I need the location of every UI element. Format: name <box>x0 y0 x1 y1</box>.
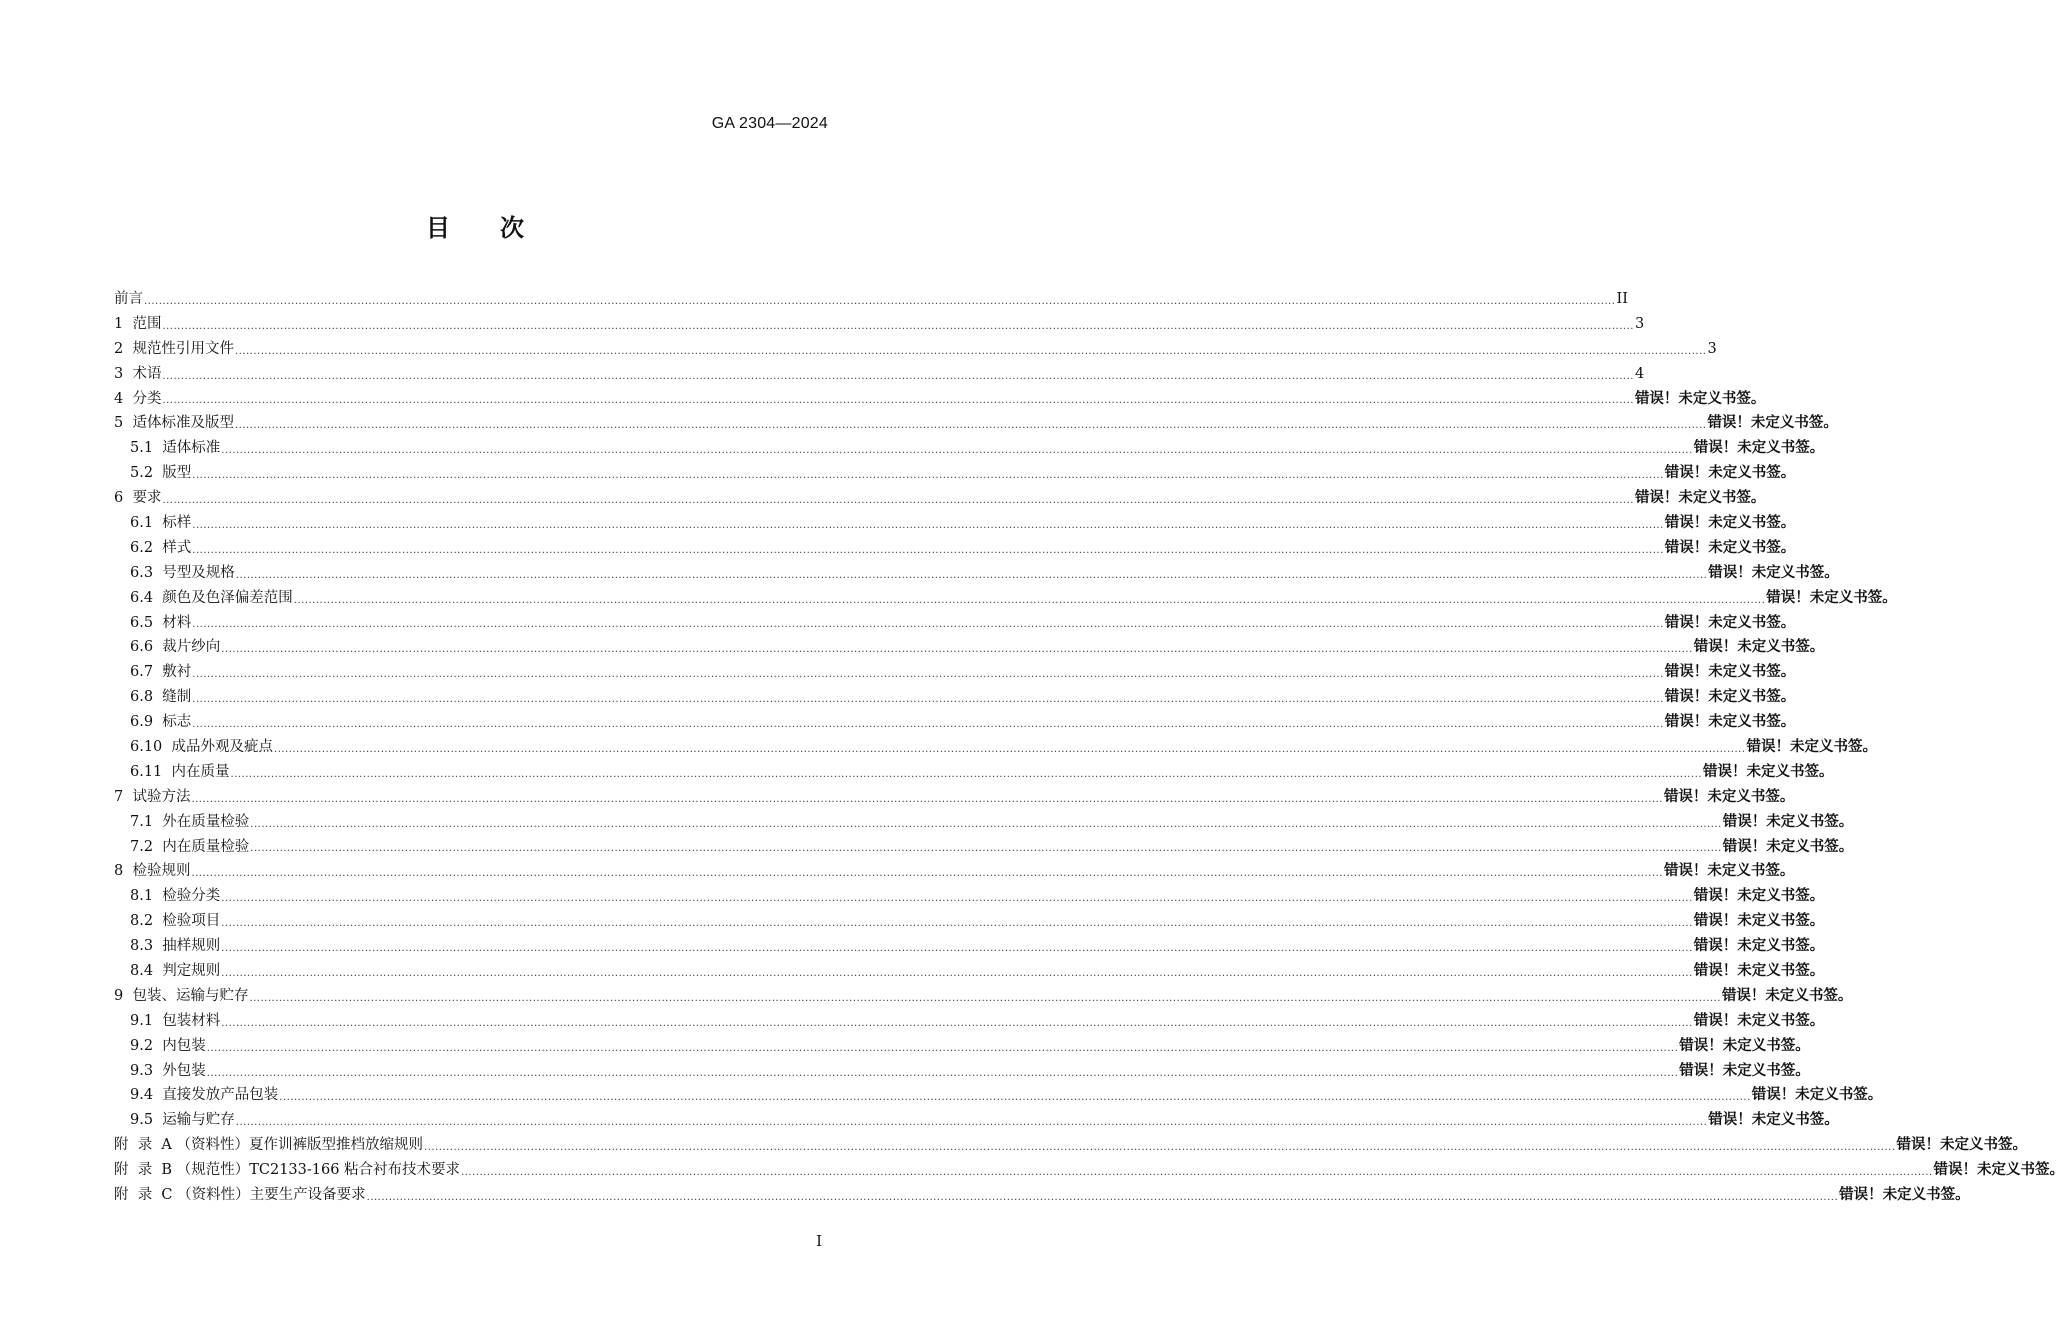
toc-title-char-1: 目 <box>426 214 450 242</box>
toc-entry-page: 错误！未定义书签。 <box>1663 788 1795 805</box>
toc-entry-label: 6.11 内在质量 <box>130 763 230 780</box>
toc-entry-page: 错误！未定义书签。 <box>1751 1087 1883 1104</box>
toc-entry[interactable] <box>114 387 1766 412</box>
toc-entry[interactable] <box>114 785 1795 810</box>
toc-leader-dots: ................................................................................................................................................................................................................................................................................................................................................................................................................ <box>221 1017 1693 1029</box>
toc-entry[interactable] <box>114 511 1796 536</box>
toc-entry-page: 3 <box>1707 340 1717 357</box>
toc-entry[interactable] <box>114 362 1645 387</box>
toc-entry[interactable] <box>114 586 1897 611</box>
toc-entry[interactable] <box>114 1133 2027 1158</box>
toc-title-char-2: 次 <box>500 214 524 242</box>
toc-entry[interactable] <box>114 1009 1825 1034</box>
toc-entry-label: 7.2 内在质量检验 <box>130 838 250 855</box>
toc-entry-page: 错误！未定义书签。 <box>1664 689 1796 706</box>
toc-entry[interactable] <box>114 1108 1839 1133</box>
toc-entry[interactable] <box>114 611 1796 636</box>
toc-entry-label: 附 录 A （资料性）夏作训裤版型推档放缩规则 <box>114 1137 424 1154</box>
toc-leader-dots: ................................................................................................................................................................................................................................................................................................................................................................................................................ <box>234 345 1707 357</box>
toc-entry[interactable] <box>114 810 1854 835</box>
toc-entry-label: 8.4 判定规则 <box>130 963 221 980</box>
toc-entry-label: 6.6 裁片纱向 <box>130 639 221 656</box>
toc-entry-page: 错误！未定义书签。 <box>1664 515 1796 531</box>
toc-entry[interactable] <box>114 1158 2064 1183</box>
toc-entry[interactable] <box>114 536 1796 561</box>
page-number: I <box>816 1232 822 1250</box>
toc-leader-dots: ................................................................................................................................................................................................................................................................................................................................................................................................................ <box>293 594 1766 606</box>
toc-leader-dots: ................................................................................................................................................................................................................................................................................................................................................................................................................ <box>221 893 1693 905</box>
toc-entry[interactable] <box>114 660 1796 685</box>
toc-leader-dots: ................................................................................................................................................................................................................................................................................................................................................................................................................ <box>230 768 1702 780</box>
toc-title <box>0 208 950 243</box>
toc-entry[interactable] <box>114 1183 1970 1208</box>
toc-entry-label: 9.5 运输与贮存 <box>130 1112 235 1129</box>
toc-leader-dots: ................................................................................................................................................................................................................................................................................................................................................................................................................ <box>162 395 1634 407</box>
toc-entry-page: 错误！未定义书签。 <box>1746 739 1877 756</box>
toc-leader-dots: ................................................................................................................................................................................................................................................................................................................................................................................................................ <box>192 619 1664 631</box>
toc-entry[interactable] <box>114 337 1717 362</box>
toc-entry-label: 9.3 外包装 <box>130 1062 206 1079</box>
toc-entry-label: 附 录 C （资料性）主要生产设备要求 <box>114 1187 366 1204</box>
toc-entry-label: 9.2 内包装 <box>130 1037 206 1054</box>
toc-entry-label: 7.1 外在质量检验 <box>130 813 250 830</box>
toc-leader-dots: ................................................................................................................................................................................................................................................................................................................................................................................................................ <box>249 992 1721 1004</box>
toc-leader-dots: ................................................................................................................................................................................................................................................................................................................................................................................................................ <box>424 1142 1896 1154</box>
toc-entry-label: 5.2 版型 <box>130 465 192 482</box>
toc-entry[interactable] <box>114 710 1796 735</box>
toc-entry-page: 错误！未定义书签。 <box>1693 1012 1825 1029</box>
toc-leader-dots: ................................................................................................................................................................................................................................................................................................................................................................................................................ <box>162 495 1634 507</box>
toc-entry[interactable] <box>114 287 1628 312</box>
toc-entry-label: 2 规范性引用文件 <box>114 340 234 357</box>
toc-leader-dots: ................................................................................................................................................................................................................................................................................................................................................................................................................ <box>221 943 1693 955</box>
toc-leader-dots: ................................................................................................................................................................................................................................................................................................................................................................................................................ <box>192 694 1664 706</box>
toc-leader-dots: ................................................................................................................................................................................................................................................................................................................................................................................................................ <box>192 544 1664 556</box>
table-of-contents <box>114 287 2064 1208</box>
toc-entry-page: 错误！未定义书签。 <box>1708 1112 1839 1129</box>
toc-entry-page: 错误！未定义书签。 <box>1634 390 1766 407</box>
toc-entry-label: 8 检验规则 <box>114 863 191 880</box>
toc-entry-page: 错误！未定义书签。 <box>1664 614 1796 631</box>
toc-entry-label: 6.2 样式 <box>130 539 192 556</box>
toc-entry[interactable] <box>114 635 1825 660</box>
toc-entry-page: 错误！未定义书签。 <box>1896 1137 2027 1154</box>
toc-entry-page: 错误！未定义书签。 <box>1839 1187 1970 1204</box>
toc-entry-label: 9.1 包装材料 <box>130 1012 221 1029</box>
toc-entry-page: 错误！未定义书签。 <box>1693 963 1825 980</box>
toc-entry-page: 4 <box>1634 365 1645 382</box>
toc-entry-label: 5.1 适体标准 <box>130 440 221 457</box>
toc-leader-dots: ................................................................................................................................................................................................................................................................................................................................................................................................................ <box>235 1117 1708 1129</box>
toc-entry-label: 8.1 检验分类 <box>130 888 221 905</box>
toc-leader-dots: ................................................................................................................................................................................................................................................................................................................................................................................................................ <box>221 644 1693 656</box>
toc-leader-dots: ................................................................................................................................................................................................................................................................................................................................................................................................................ <box>250 818 1722 830</box>
toc-entry-page: 错误！未定义书签。 <box>1708 564 1839 581</box>
toc-entry-page: 错误！未定义书签。 <box>1707 415 1838 432</box>
toc-entry-page: 错误！未定义书签。 <box>1933 1162 2064 1179</box>
toc-entry-label: 6.5 材料 <box>130 614 192 631</box>
toc-entry[interactable] <box>114 735 1877 760</box>
toc-entry-label: 8.2 检验项目 <box>130 913 221 930</box>
toc-leader-dots: ................................................................................................................................................................................................................................................................................................................................................................................................................ <box>206 1067 1679 1079</box>
toc-leader-dots: ................................................................................................................................................................................................................................................................................................................................................................................................................ <box>192 669 1664 681</box>
toc-entry[interactable] <box>114 436 1825 461</box>
toc-entry-page: 错误！未定义书签。 <box>1664 539 1796 556</box>
toc-entry-label: 6.10 成品外观及疵点 <box>130 739 274 756</box>
toc-entry-page: 错误！未定义书签。 <box>1664 465 1796 482</box>
toc-entry-page: 错误！未定义书签。 <box>1722 813 1854 830</box>
toc-entry-page: 错误！未定义书签。 <box>1766 589 1897 606</box>
toc-entry-page: 错误！未定义书签。 <box>1679 1037 1810 1054</box>
toc-leader-dots: ................................................................................................................................................................................................................................................................................................................................................................................................................ <box>366 1191 1839 1203</box>
toc-entry-label: 6.9 标志 <box>130 714 192 731</box>
toc-leader-dots: ................................................................................................................................................................................................................................................................................................................................................................................................................ <box>221 967 1693 979</box>
toc-entry-label: 9.4 直接发放产品包装 <box>130 1087 279 1104</box>
toc-entry-page: 错误！未定义书签。 <box>1693 888 1825 905</box>
toc-leader-dots: ................................................................................................................................................................................................................................................................................................................................................................................................................ <box>192 470 1664 482</box>
toc-entry-page: 错误！未定义书签。 <box>1693 913 1825 930</box>
toc-leader-dots: ................................................................................................................................................................................................................................................................................................................................................................................................................ <box>162 320 1634 332</box>
toc-entry-label: 5 适体标准及版型 <box>114 415 234 432</box>
toc-entry[interactable] <box>114 312 1645 337</box>
toc-entry-label: 9 包装、运输与贮存 <box>114 987 249 1004</box>
toc-entry-page: 错误！未定义书签。 <box>1664 714 1796 731</box>
toc-leader-dots: ................................................................................................................................................................................................................................................................................................................................................................................................................ <box>162 370 1634 382</box>
toc-leader-dots: ................................................................................................................................................................................................................................................................................................................................................................................................................ <box>221 445 1693 457</box>
toc-entry-page: 错误！未定义书签。 <box>1722 838 1854 855</box>
toc-entry[interactable] <box>114 835 1854 860</box>
toc-entry-page: 错误！未定义书签。 <box>1663 863 1795 880</box>
toc-entry[interactable] <box>114 685 1796 710</box>
toc-entry[interactable] <box>114 859 1795 884</box>
toc-entry[interactable] <box>114 1059 1810 1084</box>
toc-leader-dots: ................................................................................................................................................................................................................................................................................................................................................................................................................ <box>279 1092 1751 1104</box>
toc-entry-label: 3 术语 <box>114 365 162 382</box>
toc-entry[interactable] <box>114 461 1796 486</box>
toc-entry[interactable] <box>114 934 1825 959</box>
toc-entry[interactable] <box>114 411 1838 436</box>
toc-entry-label: 6.8 缝制 <box>130 689 192 706</box>
toc-entry-page: 错误！未定义书签。 <box>1664 664 1796 681</box>
toc-entry-label: 前言 <box>114 290 143 307</box>
toc-entry-label: 6.4 颜色及色泽偏差范围 <box>130 589 293 606</box>
toc-entry-label: 1 范围 <box>114 315 162 332</box>
toc-entry-page: 错误！未定义书签。 <box>1721 987 1853 1004</box>
toc-entry[interactable] <box>114 760 1834 785</box>
toc-leader-dots: ................................................................................................................................................................................................................................................................................................................................................................................................................ <box>274 743 1746 755</box>
toc-leader-dots: ................................................................................................................................................................................................................................................................................................................................................................................................................ <box>192 519 1664 531</box>
toc-entry-label: 附 录 B （规范性）TC2133-166 粘合衬布技术要求 <box>114 1162 461 1179</box>
toc-entry-page: 错误！未定义书签。 <box>1693 639 1825 656</box>
toc-entry-page: 错误！未定义书签。 <box>1679 1062 1810 1079</box>
toc-entry-label: 6.1 标样 <box>130 515 192 531</box>
toc-entry[interactable] <box>114 884 1825 909</box>
toc-entry[interactable] <box>114 561 1839 586</box>
toc-entry[interactable] <box>114 959 1825 984</box>
toc-entry-label: 6 要求 <box>114 490 162 507</box>
toc-leader-dots: ................................................................................................................................................................................................................................................................................................................................................................................................................ <box>191 868 1663 880</box>
toc-entry-label: 7 试验方法 <box>114 788 191 805</box>
toc-leader-dots: ................................................................................................................................................................................................................................................................................................................................................................................................................ <box>235 569 1708 581</box>
toc-entry-label: 8.3 抽样规则 <box>130 938 221 955</box>
toc-leader-dots: ................................................................................................................................................................................................................................................................................................................................................................................................................ <box>461 1167 1933 1179</box>
document-code: GA 2304—2024 <box>711 115 828 132</box>
toc-entry-label: 6.3 号型及规格 <box>130 564 235 581</box>
toc-entry-page: II <box>1616 290 1628 307</box>
toc-entry-page: 错误！未定义书签。 <box>1693 938 1825 955</box>
toc-entry-label: 6.7 敷衬 <box>130 664 192 681</box>
toc-entry-page: 3 <box>1634 315 1645 332</box>
toc-leader-dots: ................................................................................................................................................................................................................................................................................................................................................................................................................ <box>206 1042 1679 1054</box>
toc-leader-dots: ................................................................................................................................................................................................................................................................................................................................................................................................................ <box>192 719 1664 731</box>
toc-entry[interactable] <box>114 909 1825 934</box>
toc-entry[interactable] <box>114 486 1766 511</box>
toc-entry-label: 4 分类 <box>114 390 162 407</box>
toc-entry[interactable] <box>114 984 1853 1009</box>
toc-leader-dots: ................................................................................................................................................................................................................................................................................................................................................................................................................ <box>144 295 1616 307</box>
toc-entry[interactable] <box>114 1084 1883 1109</box>
toc-leader-dots: ................................................................................................................................................................................................................................................................................................................................................................................................................ <box>221 918 1693 930</box>
toc-entry[interactable] <box>114 1034 1810 1059</box>
toc-leader-dots: ................................................................................................................................................................................................................................................................................................................................................................................................................ <box>234 420 1707 432</box>
toc-leader-dots: ................................................................................................................................................................................................................................................................................................................................................................................................................ <box>250 843 1722 855</box>
toc-entry-page: 错误！未定义书签。 <box>1693 440 1825 457</box>
toc-leader-dots: ................................................................................................................................................................................................................................................................................................................................................................................................................ <box>191 793 1663 805</box>
toc-entry-page: 错误！未定义书签。 <box>1703 763 1834 780</box>
toc-entry-page: 错误！未定义书签。 <box>1634 490 1766 507</box>
